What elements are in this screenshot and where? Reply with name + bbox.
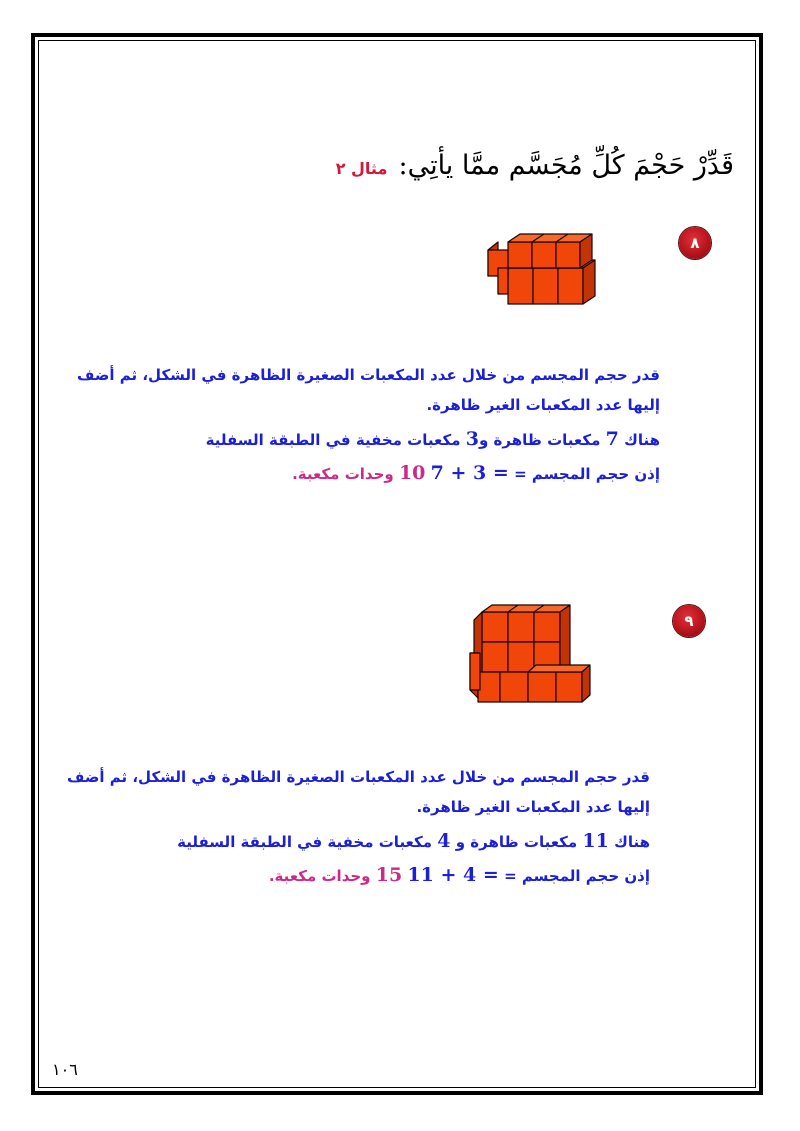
exercise-8-line-1: قدر حجم المجسم من خلال عدد المكعبات الصغيرة الظاهرة في الشكل، ثم أضف xyxy=(77,366,660,384)
exercise-8-line-3: هناك 7 مكعبات ظاهرة و3 مكعبات مخفية في الطبقة السفلية xyxy=(205,428,660,450)
exercise-badge-9: ٩ xyxy=(673,605,705,637)
page-number: ١٠٦ xyxy=(52,1060,78,1079)
exercise-badge-8: ٨ xyxy=(679,227,711,259)
exercise-9-line-1: قدر حجم المجسم من خلال عدد المكعبات الصغيرة الظاهرة في الشكل، ثم أضف xyxy=(67,768,650,786)
exercise-9-solution xyxy=(67,768,650,886)
cube-solid-figure-2 xyxy=(466,600,591,710)
visible-count: 11 xyxy=(582,830,609,852)
hidden-count: 4 xyxy=(437,830,451,852)
exercise-8-line-4: إذن حجم المجسم = 7 + 3 = 10 وحدات مكعبة. xyxy=(292,462,660,484)
cube-solid-figure-1 xyxy=(480,212,600,312)
exercise-9-line-3: هناك 11 مكعبات ظاهرة و 4 مكعبات مخفية في الطبقة السفلية xyxy=(177,830,650,852)
visible-count: 7 xyxy=(605,428,619,450)
example-reference: مثال ٢ xyxy=(335,159,388,178)
volume-result: 10 xyxy=(398,462,426,484)
exercise-9-line-2: إليها عدد المكعبات الغير ظاهرة. xyxy=(416,798,650,816)
page-border-inner xyxy=(38,40,756,1088)
exercise-8-line-2: إليها عدد المكعبات الغير ظاهرة. xyxy=(426,396,660,414)
exercise-9-line-4: إذن حجم المجسم = 11 + 4 = 15 وحدات مكعبة. xyxy=(268,864,650,886)
hidden-count: 3 xyxy=(465,428,479,450)
instruction-heading xyxy=(336,150,734,181)
instruction-text: قَدِّرْ حَجْمَ كُلِّ مُجَسَّم ممَّا يأتِي xyxy=(407,150,734,181)
instruction-colon: : xyxy=(398,150,408,181)
exercise-8-solution xyxy=(77,366,660,484)
volume-result: 15 xyxy=(375,864,403,886)
